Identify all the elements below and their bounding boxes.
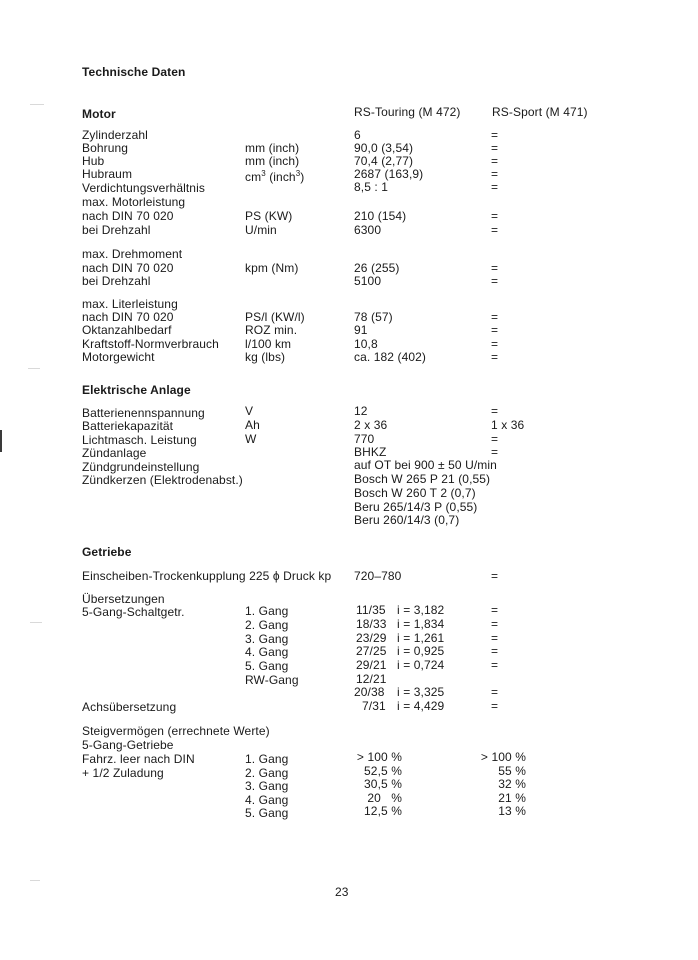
value-touring: 30,5 % [364,777,402,791]
row-label: 5-Gang-Schaltgetr. [82,605,185,619]
value-touring: ca. 182 (402) [354,350,427,364]
value-sport: = [491,180,499,194]
row-unit: mm (inch) [245,141,300,155]
row-unit: V [245,404,254,418]
gear-ratio: 27/25 [356,644,387,658]
value-sport: = [491,261,499,275]
gear-label: 1. Gang [245,604,289,618]
value-touring: 8,5 : 1 [354,180,389,194]
row-unit: mm (inch) [245,154,300,168]
value-sport: = [491,141,499,155]
row-label: Batteriekapazität [82,419,174,433]
value-sport: = [491,658,499,672]
row-unit: kpm (Nm) [245,261,299,275]
gear-ratio: 7/31 [362,699,386,713]
row-unit: PS/l (KW/l) [245,310,305,324]
kupplung-label: Einscheiben-Trockenkupplung 225 ϕ Druck kp [82,569,332,583]
value-sport: = [491,323,499,337]
value-touring: 12 [354,404,368,418]
gear-label: 3. Gang [245,779,289,793]
row-label: Oktanzahlbedarf [82,323,172,337]
value-sport: = [491,350,499,364]
gear-ratio: 11/35 [356,603,386,617]
value-touring: 6300 [354,223,382,237]
value-sport: 21 % [498,791,526,805]
page-number: 23 [335,885,349,899]
value-sport: = [491,631,499,645]
gear-label: 2. Gang [245,766,289,780]
scan-smudge [30,104,44,105]
row-label: Batterienennspannung [82,406,205,420]
row-unit: kg (lbs) [245,350,286,364]
row-label: max. Literleistung [82,297,178,311]
gear-ratio: 23/29 [356,631,387,645]
row-unit [245,167,304,185]
row-unit: PS (KW) [245,209,293,223]
row-label: 5-Gang-Getriebe [82,738,174,752]
value-touring: 5100 [354,274,382,288]
row-unit: W [245,432,257,446]
gear-label: 5. Gang [245,659,289,673]
value-sport: = [491,699,499,713]
value-touring: 12,5 % [364,804,402,818]
unit-text: ) [300,170,305,184]
value-sport: = [491,432,499,446]
value-sport: = [491,154,499,168]
value-sport: = [491,209,499,223]
row-unit: ROZ min. [245,323,298,337]
value-sport: = [491,603,499,617]
value-touring: Beru 260/14/3 (0,7) [354,513,460,527]
value-touring: 90,0 (3,54) [354,141,414,155]
row-label: Fahrz. leer nach DIN [82,752,195,766]
value-sport: = [491,685,499,699]
row-label: + 1/2 Zuladung [82,766,164,780]
value-sport: > 100 % [480,750,526,764]
value-touring: 91 [354,323,368,337]
row-label: nach DIN 70 020 [82,310,174,324]
gear-label: 4. Gang [245,645,289,659]
gear-label: 4. Gang [245,793,289,807]
row-label: max. Drehmoment [82,247,183,261]
row-label: Hubraum [82,167,133,181]
row-unit: l/100 km [245,337,292,351]
unit-superscript: 3 [295,169,301,178]
gear-label: 5. Gang [245,806,289,820]
row-label: Zündkerzen (Elektrodenabst.) [82,473,243,487]
scan-smudge [30,880,40,881]
section-title-motor: Motor [82,107,116,121]
value-touring: 720–780 [354,569,402,583]
gear-i: i = 3,182 [397,603,445,617]
value-sport: = [491,569,499,583]
value-touring: Bosch W 265 P 21 (0,55) [354,472,491,486]
row-label: Kraftstoff-Normverbrauch [82,337,219,351]
row-label: max. Motorleistung [82,195,186,209]
unit-text: cm [245,170,262,184]
row-label: nach DIN 70 020 [82,261,174,275]
row-label: Zylinderzahl [82,128,148,142]
gear-i: i = 1,834 [397,617,445,631]
value-sport: 55 % [498,764,526,778]
column-header-touring: RS-Touring (M 472) [354,105,461,119]
value-sport: = [491,644,499,658]
value-sport: 32 % [498,777,526,791]
gear-label: RW-Gang [245,673,299,687]
section-title-elektrik: Elektrische Anlage [82,383,191,397]
value-touring: 26 (255) [354,261,400,275]
gear-label: 1. Gang [245,752,289,766]
value-touring: 20 % [367,791,402,805]
scan-edge-mark [0,430,2,452]
value-touring: 2 x 36 [354,418,388,432]
gear-i: i = 0,925 [397,644,445,658]
value-sport: = [491,223,499,237]
section-title-getriebe: Getriebe [82,545,132,559]
value-touring: 70,4 (2,77) [354,154,414,168]
row-label: Hub [82,154,105,168]
row-unit: Ah [245,418,260,432]
gear-i: i = 1,261 [397,631,445,645]
row-label: Bohrung [82,141,129,155]
row-label: bei Drehzahl [82,223,151,237]
unit-superscript: 3 [261,169,266,178]
gear-i: i = 4,429 [397,699,445,713]
value-touring: auf OT bei 900 ± 50 U/min [354,458,497,472]
value-touring: 770 [354,432,375,446]
row-label: Achsübersetzung [82,700,177,714]
gear-i: i = 0,724 [397,658,445,672]
value-touring: 52,5 % [364,764,402,778]
value-touring: 10,8 [354,337,378,351]
gear-i: i = 3,325 [397,685,445,699]
row-unit: U/min [245,223,277,237]
gear-ratio: 18/33 [356,617,387,631]
gear-ratio: 12/21 [356,672,387,686]
value-sport: = [491,617,499,631]
row-label: Zündgrundeinstellung [82,460,200,474]
row-label: nach DIN 70 020 [82,209,174,223]
row-label: Motorgewicht [82,350,155,364]
value-touring: 2687 (163,9) [354,167,424,181]
scan-smudge [28,368,40,369]
gear-ratio: 20/38 [354,685,385,699]
scan-smudge [30,622,42,623]
value-touring: 78 (57) [354,310,393,324]
value-touring: BHKZ [354,445,387,459]
value-touring: Bosch W 260 T 2 (0,7) [354,486,476,500]
row-label: bei Drehzahl [82,274,151,288]
value-sport: = [491,337,499,351]
row-label: Verdichtungsverhältnis [82,181,205,195]
gear-ratio: 29/21 [356,658,387,672]
value-sport: 1 x 36 [491,418,525,432]
value-sport: = [491,404,499,418]
row-label: Lichtmasch. Leistung [82,433,197,447]
page-heading: Technische Daten [82,65,186,79]
gear-label: 2. Gang [245,618,289,632]
column-header-sport: RS-Sport (M 471) [492,105,588,119]
value-touring: > 100 % [356,750,402,764]
value-sport: = [491,167,499,181]
value-touring: 6 [354,128,361,142]
row-label: Zündanlage [82,446,147,460]
value-touring: 210 (154) [354,209,407,223]
gear-label: 3. Gang [245,632,289,646]
value-sport: = [491,274,499,288]
value-sport: = [491,445,499,459]
unit-text: (inch [265,170,296,184]
value-sport: = [491,128,499,142]
value-touring: Beru 265/14/3 P (0,55) [354,500,478,514]
value-sport: = [491,310,499,324]
row-label: Übersetzungen [82,592,165,606]
value-sport: 13 % [498,804,526,818]
row-label: Steigvermögen (errechnete Werte) [82,724,270,738]
